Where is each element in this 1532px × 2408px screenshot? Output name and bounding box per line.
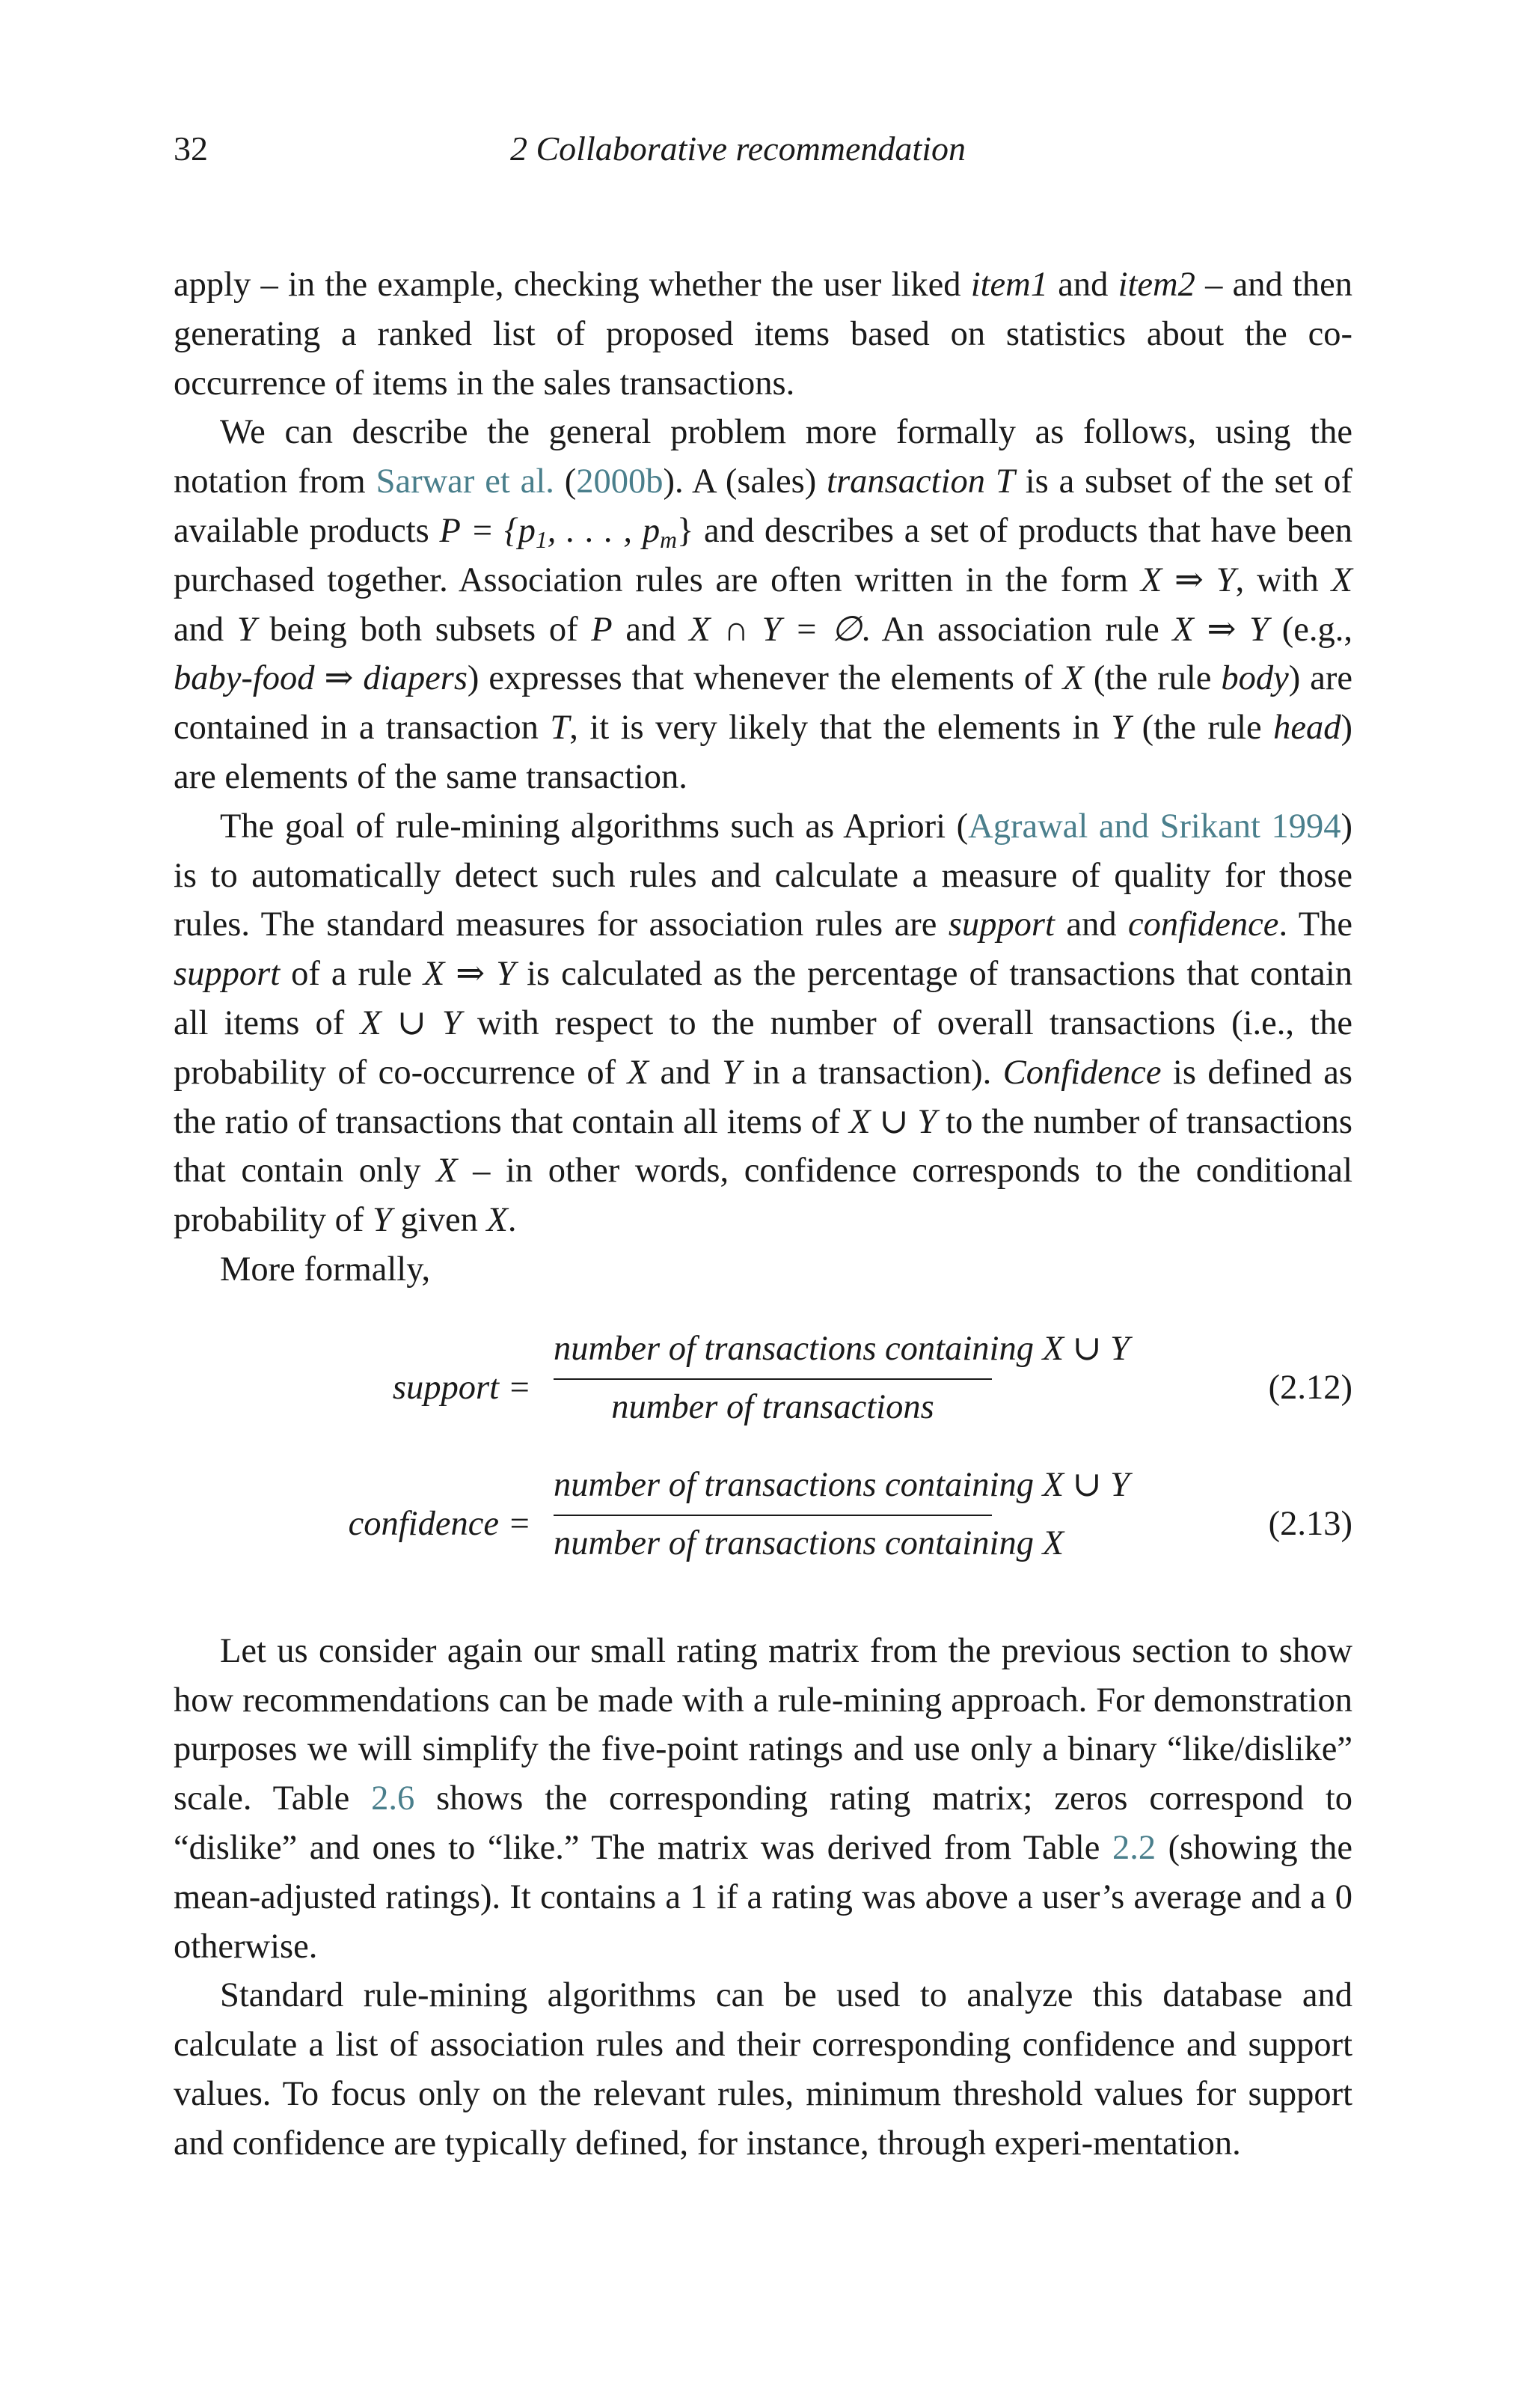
text-span: , it is very likely that the elements in — [569, 709, 1112, 748]
equation-2-13 — [174, 1461, 1352, 1597]
body-text — [174, 260, 1352, 2169]
math-term: Y — [373, 1201, 392, 1240]
math-term: Y — [236, 610, 257, 649]
text-span: and — [1048, 266, 1118, 304]
equation-numerator: number of transactions containing X ∪ Y — [554, 1461, 992, 1516]
math-term: X ∪ Y — [360, 1003, 462, 1042]
text-span: shows the corresponding rating matrix; zeros correspond to “dislike” and ones to “like.” The matrix was derived from Table — [174, 1779, 1352, 1867]
italic-term: support — [948, 905, 1055, 944]
paragraph-2 — [174, 408, 1352, 801]
math-term: X — [1331, 560, 1352, 599]
text-span: The goal of rule-mining algorithms such as Apriori ( — [220, 807, 969, 846]
citation-link-1994[interactable]: 1994 — [1271, 807, 1341, 846]
text-span: . An association rule — [861, 610, 1173, 649]
text-span: ) are contained in a transaction — [174, 659, 1352, 748]
math-term: Y — [722, 1053, 741, 1092]
text-span: is calculated as the percentage of transactions that contain all items of — [174, 955, 1352, 1042]
text-span: (e.g., — [1269, 610, 1352, 649]
math-term: P = {p — [439, 511, 536, 550]
equation-number: (2.13) — [1268, 1504, 1352, 1543]
text-span: ) are elements of the same transaction. — [174, 709, 1352, 796]
text-span: apply – in the example, checking whether the user liked — [174, 266, 971, 304]
equation-denominator: number of transactions containing X — [554, 1524, 1064, 1562]
citation-link-sarwar[interactable]: Sarwar et al. — [376, 462, 554, 501]
paragraph-3 — [174, 802, 1352, 1245]
math-term: X ⇒ Y — [1140, 560, 1236, 599]
equation-number: (2.12) — [1268, 1368, 1352, 1407]
text-span: given — [391, 1201, 487, 1240]
italic-term: confidence — [1128, 905, 1279, 944]
text-span: . The — [1278, 905, 1353, 944]
text-span: and describes a set of products that have been purchased together. Association rules are often written in the form — [174, 511, 1353, 599]
math-term: X — [436, 1152, 458, 1191]
text-span: is a subset of the set of available products — [174, 462, 1352, 550]
text-span: and — [174, 610, 237, 649]
math-term: X ⇒ Y — [423, 955, 516, 994]
math-term: } — [676, 511, 694, 550]
text-span: (the rule — [1083, 659, 1222, 698]
equation-numerator: number of transactions containing X ∪ Y — [554, 1324, 992, 1380]
text-span: ) expresses that whenever the elements of — [467, 659, 1063, 698]
equation-lhs: support = — [392, 1368, 531, 1407]
italic-term: support — [174, 955, 281, 994]
text-span: is defined as the ratio of transactions that contain all items of — [174, 1053, 1353, 1141]
math-term: P — [591, 610, 613, 649]
math-term: Y — [1111, 709, 1131, 748]
text-span: (the rule — [1130, 709, 1274, 748]
math-term: X ∪ Y — [849, 1102, 937, 1141]
math-term: T — [550, 709, 570, 748]
text-span: ). A (sales) — [663, 462, 827, 501]
math-term: X ∩ Y = ∅ — [689, 610, 862, 649]
math-subscript: 1 — [535, 526, 548, 553]
text-span: – and then generating a ranked list of proposed items based on statistics about the co-occurrence of items in the sales transactions. — [174, 266, 1352, 403]
italic-term: Confidence — [1002, 1053, 1162, 1092]
math-term: X — [1062, 659, 1084, 698]
page-header — [174, 129, 1352, 174]
citation-link-agrawal[interactable]: Agrawal and Srikant — [968, 807, 1260, 846]
equation-fraction — [554, 1461, 1130, 1568]
text-span: ( — [554, 462, 577, 501]
math-product-set — [439, 511, 694, 553]
text-span: We can describe the general problem more formally as follows, using the notation from — [174, 413, 1352, 501]
text-span: ) is to automatically detect such rules and calculate a measure of quality for those rules. The standard measures for association rules are — [174, 807, 1353, 944]
table-ref-link-2-2[interactable]: 2.2 — [1112, 1828, 1156, 1867]
equation-2-12 — [174, 1324, 1352, 1461]
equation-denominator: number of transactions — [611, 1387, 934, 1426]
equation-fraction — [554, 1324, 1130, 1432]
table-ref-link-2-6[interactable]: 2.6 — [371, 1779, 415, 1818]
paragraph-1 — [174, 260, 1352, 408]
paragraph-4: More formally, — [220, 1250, 431, 1289]
text-span: and — [649, 1053, 723, 1092]
math-term: X — [486, 1201, 508, 1240]
text-span: of a rule — [280, 955, 423, 994]
equation-block — [174, 1324, 1352, 1597]
paragraph-5 — [174, 1627, 1352, 1972]
text-span: Let us consider again our small rating matrix from the previous section to show how recommendations can be made with a rule-mining approach. For demonstration purposes we will simplify the five-point ratings and use only a binary “like/dislike” scale. Table — [174, 1631, 1352, 1818]
text-span: . — [507, 1201, 517, 1240]
italic-term: item2 — [1118, 266, 1195, 304]
text-span: , with — [1235, 560, 1332, 599]
math-term: , . . . , p — [547, 511, 661, 550]
text-span: being both subsets of — [256, 610, 592, 649]
math-term: X ⇒ Y — [1172, 610, 1269, 649]
math-term: transaction T — [827, 462, 1015, 501]
math-subscript: m — [660, 526, 677, 553]
text-span: in a transaction). — [741, 1053, 1003, 1092]
paragraph-6: Standard rule-mining algorithms can be used to analyze this database and calculate a list of association rules and their corresponding confidence and support values. To focus only on the relevant rules, minimum threshold values for support and confidence are typically defined, for instance, through experi-mentation. — [174, 1976, 1352, 2163]
italic-term: body — [1221, 659, 1289, 698]
text-span: to the number of transactions that contain only — [174, 1102, 1352, 1191]
text-span: – in other words, confidence corresponds to the conditional probability of — [174, 1152, 1352, 1240]
text-span — [1260, 807, 1272, 846]
running-head: 2 Collaborative recommendation — [510, 129, 966, 168]
italic-term: head — [1273, 709, 1341, 748]
text-span: (showing the mean-adjusted ratings). It contains a 1 if a rating was above a user’s average and a 0 otherwise. — [174, 1828, 1352, 1966]
text-span: and — [1054, 905, 1129, 944]
page-number: 32 — [174, 129, 208, 168]
italic-term: baby-food ⇒ diapers — [174, 659, 468, 698]
citation-link-2000b[interactable]: 2000b — [576, 462, 664, 501]
text-span: and — [612, 610, 690, 649]
italic-term: item1 — [970, 266, 1048, 304]
math-term: X — [627, 1053, 649, 1092]
text-span: with respect to the number of overall transactions (i.e., the probability of co-occurrence of — [174, 1003, 1352, 1092]
equation-lhs: confidence = — [348, 1504, 531, 1543]
